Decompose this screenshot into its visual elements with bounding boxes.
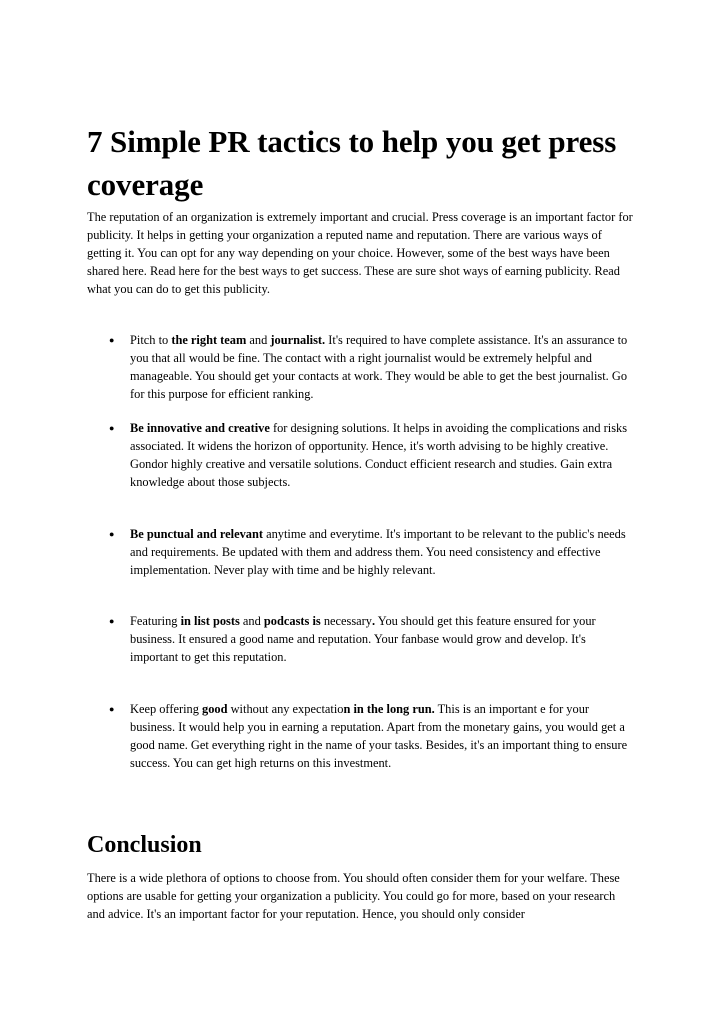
bullet-point: ● — [109, 616, 115, 626]
text-run: necessary — [320, 614, 372, 628]
bold-text: Be punctual and relevant — [130, 527, 263, 541]
list-item — [87, 419, 637, 491]
list-item — [87, 331, 637, 403]
list-item-text — [130, 331, 635, 403]
bold-text: journalist. — [270, 333, 326, 347]
bold-text: n in the long run. — [343, 702, 435, 716]
text-run: for designing solutions. It helps in avoiding the complications and risks associated. It widens the horizon of opportunity. Hence, it's worth advising to be highly creative. Gondor highly creative and versatile solutions. Conduct efficient research and studies. Gain extra knowledge about those subjects. — [130, 421, 628, 489]
list-item-text — [130, 525, 635, 579]
conclusion-paragraph: There is a wide plethora of options to choose from. You should often consider them for your welfare. These options are usable for getting your organization a publicity. You could go for more, based on your research and advice. It's an important factor for your reputation. Hence, you should only consider — [87, 871, 620, 921]
bullet-point: ● — [109, 704, 115, 714]
bullet-point: ● — [109, 529, 115, 539]
bold-text: . — [371, 614, 376, 628]
bold-text: podcasts is — [263, 614, 321, 628]
list-item-text — [130, 419, 635, 491]
bold-text: Be innovative and creative — [130, 421, 270, 435]
text-run: It's required to have complete assistance. It's an assurance to you that all would be fine. The contact with a right journalist would be extremely helpful and manageable. You should get your contacts at work. They would be able to get the best journalist. Go for this purpose for efficient ranking. — [130, 333, 628, 401]
list-item — [87, 612, 637, 666]
text-run: without any expectatio — [227, 702, 344, 716]
text-run: You should get this feature ensured for your business. It ensured a good name and reputation. Your fanbase would grow and develop. It's important to get this reputation. — [130, 614, 596, 664]
article-title: 7 Simple PR tactics to help you get press coverage — [87, 124, 617, 202]
text-run: and — [239, 614, 264, 628]
text-run: Pitch to — [130, 333, 172, 347]
list-item-text — [130, 700, 635, 772]
bold-text: good — [202, 702, 228, 716]
conclusion-heading: Conclusion — [87, 832, 202, 858]
bold-text: the right team — [171, 333, 247, 347]
text-run: Keep offering — [130, 702, 203, 716]
list-item — [87, 525, 637, 579]
intro-paragraph: The reputation of an organization is extremely important and crucial. Press coverage is an important factor for publicity. It helps in getting your organization a reputed name and reputation. There are various ways of getting it. You can opt for any way depending on your choice. However, some of the best ways have been shared here. Read here for the best ways to get success. These are sure shot ways of earning publicity. Read what you can do to get this publicity. — [87, 210, 633, 296]
bullet-point: ● — [109, 335, 115, 345]
list-item-text — [130, 612, 635, 666]
text-run: anytime and everytime. It's important to be relevant to the public's needs and requirements. Be updated with them and address them. You need consistency and effective implementation. Never play with time and be highly relevant. — [130, 527, 626, 577]
text-run: and — [246, 333, 271, 347]
list-item — [87, 700, 637, 772]
text-run: Featuring — [130, 614, 181, 628]
bold-text: in list posts — [180, 614, 240, 628]
text-run: This is an important e for your business. It would help you in earning a reputation. Apart from the monetary gains, you would get a good name. Get everything right in the name of your tasks. Besides, it's an important thing to ensure success. You can get high returns on this investment. — [130, 702, 628, 770]
bullet-point: ● — [109, 423, 115, 433]
